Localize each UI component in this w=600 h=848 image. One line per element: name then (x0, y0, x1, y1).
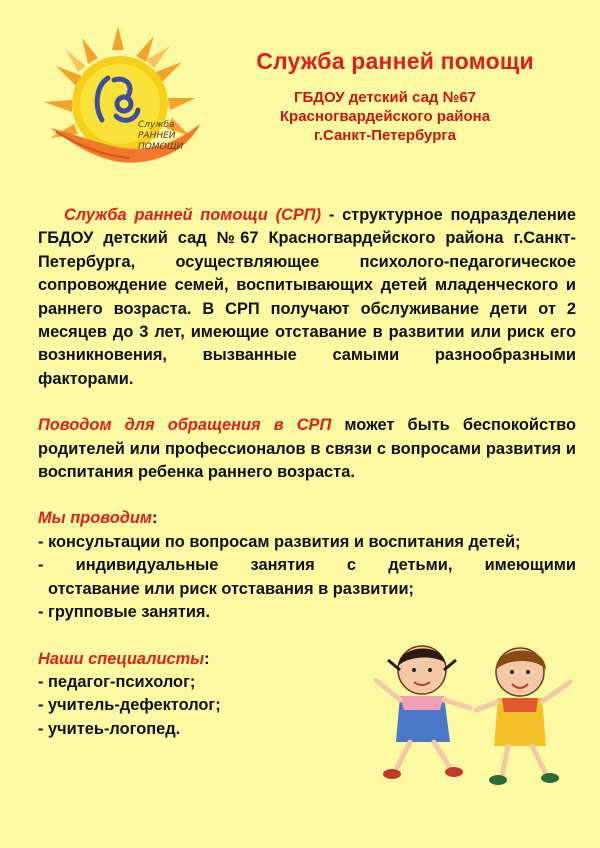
sun-mother-child-hand-logo-icon (30, 20, 210, 190)
logo-caption-line-2: РАННЕЙ (138, 131, 176, 141)
logo-caption-line-1: Служба (138, 120, 175, 130)
subtitle-line-3: г.Санкт-Петербурга (314, 127, 456, 144)
intro-highlight: Служба ранней помощи (СРП) (64, 206, 322, 224)
list-item (38, 531, 576, 554)
two-kids-jumping-icon (370, 630, 580, 790)
page-subtitle (220, 88, 550, 145)
reason-paragraph (38, 414, 576, 484)
two-kids-illustration (370, 630, 580, 790)
subtitle-line-1: ГБДОУ детский сад №67 (294, 89, 476, 106)
reason-text: может быть беспокойство родителей или профессионалов в связи с вопросами развития и воспитания ребенка раннего возраста. (38, 416, 576, 482)
list-item: - учитель-дефектолог; (38, 696, 221, 715)
activity-item-2-continued: отставание или риск отставания в развитии; (48, 579, 415, 598)
subtitle-line-2: Красногвардейского района (279, 108, 491, 125)
list-item: - педагог-психолог; (38, 672, 196, 691)
activities-title: Мы проводим (38, 509, 153, 528)
logo-caption-line-3: ПОМОЩИ (138, 142, 184, 152)
list-item (38, 601, 576, 624)
specialists-colon: : (204, 649, 210, 668)
specialists-title: Наши специалисты (38, 649, 205, 668)
intro-text: - структурное подразделение ГБДОУ детский сад №67 Красногвардейского района г.Санкт-Петербурга, осуществляющее психолого-педагогическое сопровождение семей, воспитывающих детей младенческого и раннего возраста. В СРП получают обслуживание дети от 2 месяцев до 3 лет, имеющие отставание в развитии или риск его возникновения, вызванные самыми разнообразными факторами. (38, 206, 576, 388)
page-title: Служба ранней помощи (256, 48, 534, 74)
activities-colon: : (152, 509, 158, 528)
list-item (38, 554, 576, 601)
activities-list (38, 531, 576, 625)
activity-item-3: - групповые занятия. (38, 603, 211, 622)
activity-item-2: - индивидуальные занятия с детьми, имеющими (38, 556, 576, 575)
activities-heading (38, 507, 576, 530)
activity-item-1: - консультации по вопросам развития и воспитания детей; (38, 532, 521, 551)
logo-caption (138, 120, 208, 153)
service-logo (30, 20, 210, 190)
intro-paragraph (38, 204, 576, 391)
list-item: - учитеь-логопед. (38, 719, 181, 738)
reason-highlight: Поводом для обращения в СРП (38, 416, 332, 435)
